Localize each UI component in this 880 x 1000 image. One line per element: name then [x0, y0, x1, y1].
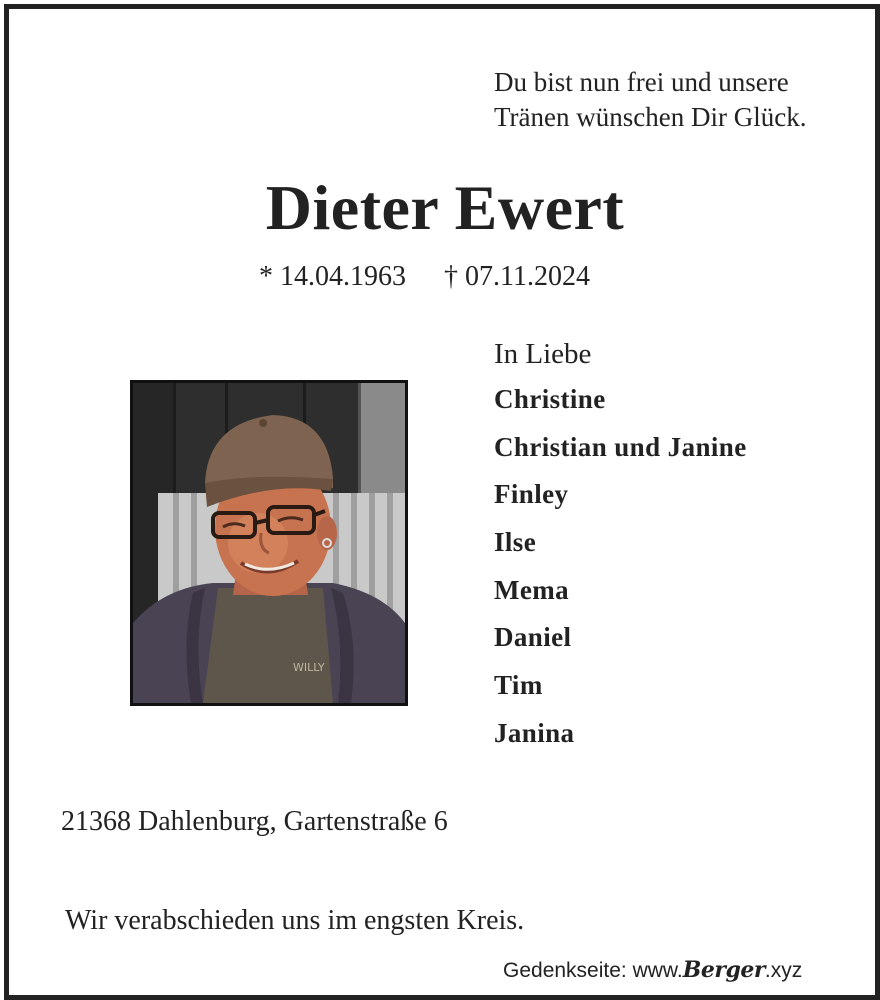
deceased-name: Dieter Ewert	[265, 172, 625, 243]
obituary-frame	[4, 4, 880, 1000]
mourner-name: Daniel	[494, 622, 572, 653]
mourner-name: Christine	[494, 384, 606, 414]
life-dates	[259, 261, 590, 293]
farewell-notice: Wir verabschieden uns im engsten Kreis.	[65, 905, 525, 936]
mourner-name: Janina	[494, 717, 575, 748]
birth-date: * 14.04.1963	[259, 261, 406, 292]
mourners-list	[494, 334, 747, 758]
mourners-intro: In Liebe	[494, 338, 592, 370]
mourner-name: Ilse	[494, 527, 537, 558]
mourner-name: Christian und Janine	[494, 431, 747, 462]
death-date: † 07.11.2024	[444, 261, 590, 292]
svg-text:WILLY: WILLY	[293, 661, 325, 674]
memorial-page-link[interactable]	[503, 957, 802, 983]
quote-line-2: Tränen wünschen Dir Glück.	[494, 102, 807, 132]
mourner-name: Finley	[494, 479, 569, 510]
berger-logo: Berger	[682, 957, 765, 983]
mourner-name: Mema	[494, 574, 570, 605]
address: 21368 Dahlenburg, Gartenstraße 6	[61, 806, 448, 837]
memorial-page-suffix: .xyz	[764, 959, 803, 982]
mourner-name: Tim	[494, 670, 543, 701]
portrait-photo	[130, 380, 408, 706]
memorial-page-prefix: Gedenkseite: www.	[503, 959, 683, 982]
quote-line-1: Du bist nun frei und unsere	[494, 67, 789, 97]
quote	[494, 65, 806, 135]
